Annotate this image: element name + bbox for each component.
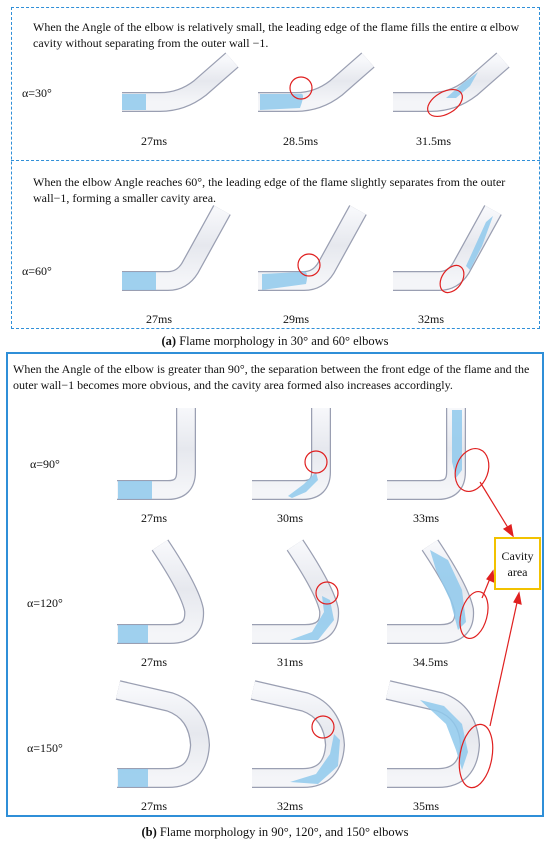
pipe-60-27ms [122, 210, 222, 290]
section-b-description: When the Angle of the elbow is greater than 90°, the separation between the front edge of the flame and the outer wall−1 becomes more obvious, and the cavity area formed also increases accordingly. [13, 362, 530, 392]
caption-b-text: Flame morphology in 90°, 120°, and 150° elbows [156, 825, 409, 839]
arrow-head [487, 571, 494, 582]
caption-a [0, 334, 550, 349]
angle-label-60: α=60° [22, 264, 52, 278]
pipe-150-35ms [387, 690, 497, 790]
pipe-90-33ms [387, 408, 495, 496]
caption-a-tag: (a) [161, 334, 177, 348]
arrow-head [504, 525, 513, 536]
pipe-150-27ms [117, 690, 200, 787]
flame-region [122, 272, 156, 290]
flame-region [118, 481, 152, 499]
angle-label-90: α=90° [30, 457, 60, 471]
time-label: 27ms [146, 312, 173, 326]
pipe-60-29ms [258, 210, 358, 290]
angle-label-30: α=30° [22, 86, 52, 100]
pipe-90-30ms [252, 408, 327, 498]
cavity-area-box [494, 537, 541, 590]
section-30-description: When the Angle of the elbow is relatively small, the leading edge of the flame fills the entire α elbow cavity without separating from the outer wall −1. [33, 20, 520, 50]
caption-a-text: Flame morphology in 30° and 60° elbows [176, 334, 389, 348]
flame-region [260, 94, 303, 110]
time-label: 34.5ms [413, 655, 449, 669]
pipe-30-27ms [122, 60, 232, 110]
arrow-from-90 [480, 482, 510, 531]
time-label: 27ms [141, 655, 168, 669]
pipe-30-31_5ms [393, 60, 503, 122]
time-label: 31.5ms [416, 134, 452, 148]
time-label: 29ms [283, 312, 310, 326]
angle-label-120: α=120° [27, 596, 63, 610]
flame-region [118, 625, 148, 643]
caption-b [0, 825, 550, 840]
cavity-arrows [480, 482, 521, 726]
pipe-120-31ms [252, 545, 338, 640]
cavity-area-label: Cavity area [501, 548, 534, 579]
flame-region [122, 94, 146, 110]
time-label: 33ms [413, 511, 440, 525]
arrow-from-150 [490, 598, 518, 726]
pipe-30-28_5ms [258, 60, 368, 110]
caption-b-tag: (b) [141, 825, 157, 839]
time-label: 35ms [413, 799, 440, 813]
time-label: 32ms [277, 799, 304, 813]
pipe-120-27ms [117, 545, 194, 643]
time-label: 28.5ms [283, 134, 319, 148]
pipe-60-32ms [393, 210, 493, 297]
pipe-120-34_5ms [387, 545, 493, 642]
angle-label-150: α=150° [27, 741, 63, 755]
time-label: 30ms [277, 511, 304, 525]
pipe-90-27ms [117, 408, 186, 499]
time-label: 27ms [141, 511, 168, 525]
time-label: 27ms [141, 799, 168, 813]
flame-region [452, 410, 462, 478]
arrow-head [514, 593, 521, 604]
time-label: 31ms [277, 655, 304, 669]
time-label: 32ms [418, 312, 445, 326]
flame-region [118, 769, 148, 787]
pipe-150-32ms [252, 690, 340, 784]
section-60-description: When the elbow Angle reaches 60°, the leading edge of the flame slightly separates from the outer wall−1, forming a smaller cavity area. [33, 175, 506, 205]
time-label: 27ms [141, 134, 168, 148]
